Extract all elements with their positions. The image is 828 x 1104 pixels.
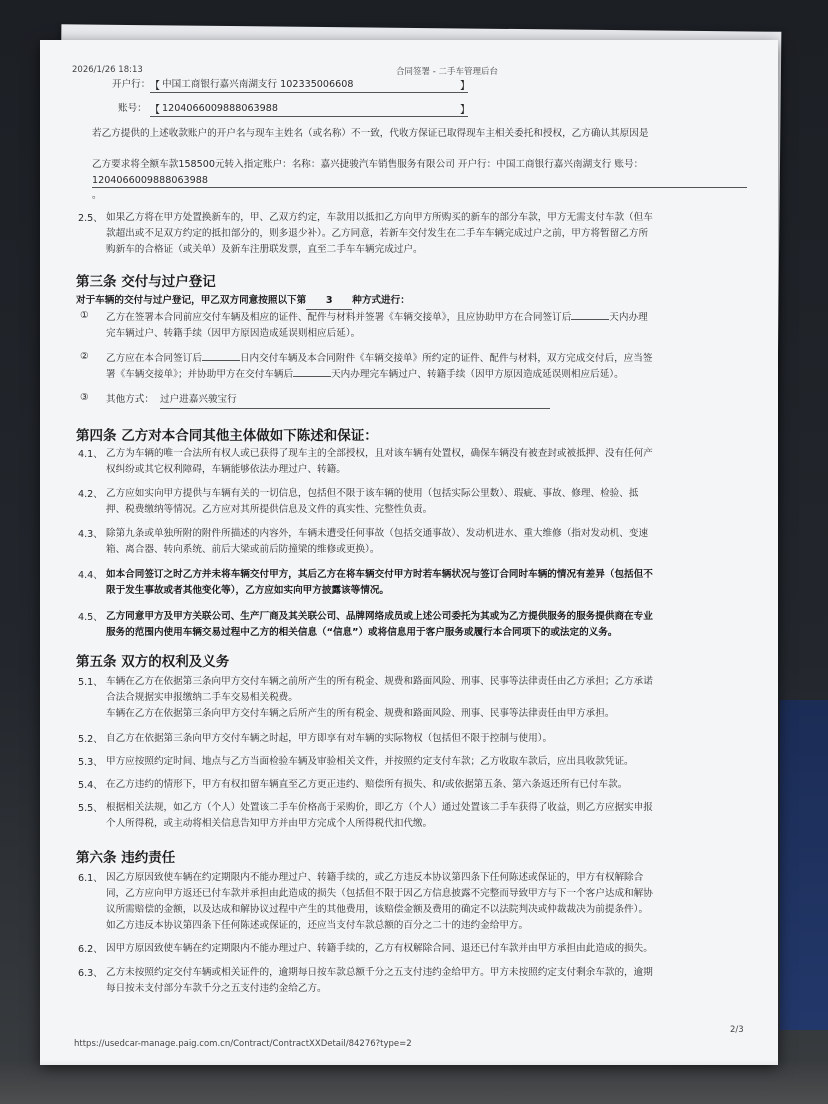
background-object — [780, 700, 828, 1030]
clause-4-3-line: 除第九条或单独所附的附件所描述的内容外，车辆未遭受任何事故（包括交通事故）、发动机进水、重大维修（指对发动机、变速 — [106, 528, 649, 539]
clause-number: 2.5、 — [78, 213, 103, 224]
clause-number: 5.4、 — [78, 780, 103, 791]
clause-6-3-line: 每日按未支付部分车款千分之五支付违约金给乙方。 — [106, 983, 327, 994]
clause-4-3-line: 箱、离合器、转向系统、前后大梁或前后防撞梁的维修或更换）。 — [106, 544, 380, 555]
clause-number: 5.3、 — [78, 757, 103, 768]
section-3-intro — [76, 293, 410, 310]
mismatch-paragraph: 若乙方提供的上述收款账户的开户名与现车主姓名（或名称）不一致，代收方保证已取得现车主相关委托和授权，乙方确认其原因是 — [92, 128, 649, 139]
account-value: 1204066009888063988 — [162, 103, 278, 114]
option-2-marker: ② — [80, 351, 89, 362]
clause-6-1-line: 因乙方原因致使车辆在约定期限内不能办理过户、转籍手续的，或乙方违反本协议第四条下任何陈述或保证的，甲方有权解除合 — [106, 872, 644, 883]
shadow-overlay — [0, 1060, 828, 1104]
option-text: 天内办理完车辆过户、转籍手续（因甲方原因造成延误则相应后延）。 — [331, 369, 624, 380]
clause-4-5-line: 乙方同意甲方及甲方关联公司、生产厂商及其关联公司、品牌网络成员或上述公司委托为其或为乙方提供服务的服务提供商在专业 — [106, 611, 653, 622]
option-3-value: 过户进嘉兴骏宝行 — [160, 392, 550, 409]
clause-4-2-line: 押、税费缴纳等情况。乙方应对其所提供信息及文件的真实性、完整性负责。 — [106, 504, 433, 515]
page-number: 2/3 — [730, 1025, 744, 1035]
clause-number: 4.2、 — [78, 489, 103, 500]
clause-5-4-line: 在乙方违约的情形下，甲方有权扣留车辆直至乙方更正违约、赔偿所有损失、和/或依据第五条、第六条返还所有已付车款。 — [106, 779, 628, 790]
clause-number: 6.2、 — [78, 944, 103, 955]
clause-5-5-line: 根据相关法规，如乙方（个人）处置该二手车价格高于采购价，即乙方（个人）通过处置该二手车获得了收益，则乙方应据实申报 — [106, 802, 653, 813]
clause-number: 4.3、 — [78, 529, 103, 540]
option-3-label: 其他方式： — [106, 394, 154, 405]
transfer-underline — [92, 187, 747, 188]
intro-text: 对于车辆的交付与过户登记，甲乙双方同意按照以下第 — [76, 295, 307, 306]
clause-2-5-line: 如果乙方将在甲方处置换新车的，甲、乙双方约定，车款用以抵扣乙方向甲方所购买的新车的部分车款，甲方无需支付车款（但车 — [106, 212, 653, 223]
clause-number: 4.1、 — [78, 449, 103, 460]
bracket-close: 】 — [460, 105, 470, 116]
option-1-line — [106, 310, 648, 326]
print-datetime: 2026/1/26 18:13 — [72, 65, 143, 75]
period-mark: 。 — [92, 190, 102, 201]
section-4-title: 第四条 乙方对本合同其他主体做如下陈述和保证： — [76, 428, 378, 444]
clause-number: 5.5、 — [78, 803, 103, 814]
bracket-open: 【 — [150, 105, 160, 116]
clause-5-1-line: 合法合规据实申报缴纳二手车交易相关税费。 — [106, 692, 298, 703]
contract-page — [40, 40, 778, 1065]
clause-number: 5.1、 — [78, 677, 103, 688]
clause-6-1-line: 如乙方违反本协议第四条下任何陈述或保证的，还应当支付车款总额的百分之二十的违约金给甲方。 — [106, 920, 529, 931]
clause-5-3-line: 甲方应按照约定时间、地点与乙方当面检验车辆及审验相关文件，并按照约定支付车款；乙方收取车款后，应出具收款凭证。 — [106, 756, 634, 767]
option-text: 日内交付车辆及本合同附件《车辆交接单》所约定的证件、配件与材料，双方完成交付后，应当签 — [239, 353, 653, 364]
option-text: 乙方应在本合同签订后 — [106, 353, 202, 364]
clause-6-1-line: 议所需赔偿的金额，以及达成和解协议过程中产生的其他费用，该赔偿金额及费用的确定不以法院判决或仲裁裁决为前提条件）。 — [106, 904, 649, 915]
transfer-paragraph: 乙方要求将全额车款158500元转入指定账户：名称：嘉兴捷骏汽车销售服务有限公司 开户行：中国工商银行嘉兴南湖支行 账号：1204066009888063988 — [92, 159, 644, 186]
clause-4-5-line: 服务的范围内使用车辆交易过程中乙方的相关信息（“信息”）或将信息用于客户服务或履行本合同项下的或法定的义务。 — [106, 627, 618, 638]
option-text: 乙方在签署本合同前应交付车辆及相应的证件、配件与材料并签署《车辆交接单》，且应协助甲方在合同签订后 — [106, 312, 572, 323]
clause-6-3-line: 乙方未按照约定交付车辆或相关证件的，逾期每日按车款总额千分之五支付违约金给甲方。甲方未按照约定支付剩余车款的，逾期 — [106, 967, 653, 978]
option-1-marker: ① — [80, 310, 89, 321]
account-label: 账号： — [118, 103, 147, 114]
clause-number: 5.2、 — [78, 734, 103, 745]
option-1-line: 完车辆过户、转籍手续（因甲方原因造成延误则相应后延）。 — [106, 328, 361, 339]
clause-number: 6.3、 — [78, 968, 103, 979]
clause-4-4-line: 如本合同签订之时乙方并未将车辆交付甲方，其后乙方在将车辆交付甲方时若车辆状况与签订合同时车辆的情况有差异（包括但不 — [106, 569, 653, 580]
print-url: https://usedcar-manage.paig.com.cn/Contract/ContractXXDetail/84276?type=2 — [74, 1039, 412, 1049]
clause-2-5-line: 款超出或不足双方约定的抵扣部分的，则多退少补）。乙方同意，若新车交付发生在二手车车辆完成过户之前，甲方将暂留乙方所 — [106, 228, 649, 239]
clause-6-1-line: 同，乙方应向甲方返还已付车款并承担由此造成的损失（包括但不限于因乙方信息披露不完整而导致甲方与下一个客户达成和解协 — [106, 888, 653, 899]
clause-5-5-line: 个人所得税，或主动将相关信息告知甲方并由甲方完成个人所得税代扣代缴。 — [106, 818, 433, 829]
clause-number: 4.5、 — [78, 612, 103, 623]
account-underline — [150, 116, 468, 117]
option-text: 署《车辆交接单》；并协助甲方在交付车辆后 — [106, 369, 294, 380]
clause-4-1-line: 乙方为车辆的唯一合法所有权人或已获得了现车主的全部授权，且对该车辆有处置权，确保车辆没有被查封或被抵押、没有任何产 — [106, 448, 653, 459]
clause-5-2-line: 自乙方在依据第三条向甲方交付车辆之时起，甲方即享有对车辆的实际物权（包括但不限于控制与使用）。 — [106, 733, 553, 744]
option-3-marker: ③ — [80, 392, 89, 403]
bank-label: 开户行： — [112, 79, 151, 90]
option-text: 天内办理 — [609, 312, 648, 323]
section-6-title: 第六条 违约责任 — [76, 850, 176, 866]
print-title: 合同签署 - 二手车管理后台 — [396, 67, 498, 77]
option-2-line — [106, 367, 624, 383]
clause-5-1-line: 车辆在乙方在依据第三条向甲方交付车辆之后所产生的所有税金、规费和路面风险、刑事、民事等法律责任由甲方承担。 — [106, 708, 615, 719]
option-2-line — [106, 351, 652, 367]
clause-5-1-line: 车辆在乙方在依据第三条向甲方交付车辆之前所产生的所有税金、规费和路面风险、刑事、民事等法律责任由乙方承担；乙方承诺 — [106, 676, 653, 687]
bank-underline — [150, 92, 468, 93]
intro-text: 种方式进行： — [352, 295, 410, 306]
clause-number: 4.4、 — [78, 570, 103, 581]
clause-4-4-line: 限于发生事故或者其他变化等），乙方应如实向甲方披露该等情况。 — [106, 585, 390, 596]
bracket-close: 】 — [460, 81, 470, 92]
section-5-title: 第五条 双方的权利及义务 — [76, 654, 230, 670]
bracket-open: 【 — [150, 81, 160, 92]
method-number: 3 — [306, 293, 352, 310]
clause-number: 6.1、 — [78, 873, 103, 884]
bank-value: 中国工商银行嘉兴南湖支行 102335006608 — [162, 79, 354, 90]
clause-6-2-line: 因甲方原因致使车辆在约定期限内不能办理过户、转籍手续的，乙方有权解除合同、退还已付车款并由甲方承担由此造成的损失。 — [106, 943, 653, 954]
clause-2-5-line: 购新车的合格证（或关单）及新车注册联发票，直至二手车车辆完成过户。 — [106, 244, 423, 255]
section-3-title: 第三条 交付与过户登记 — [76, 274, 216, 290]
clause-4-1-line: 权纠纷或其它权利障碍，车辆能够依法办理过户、转籍。 — [106, 464, 346, 475]
clause-4-2-line: 乙方应如实向甲方提供与车辆有关的一切信息，包括但不限于该车辆的使用（包括实际公里数）、瑕疵、事故、修理、检验、抵 — [106, 488, 639, 499]
